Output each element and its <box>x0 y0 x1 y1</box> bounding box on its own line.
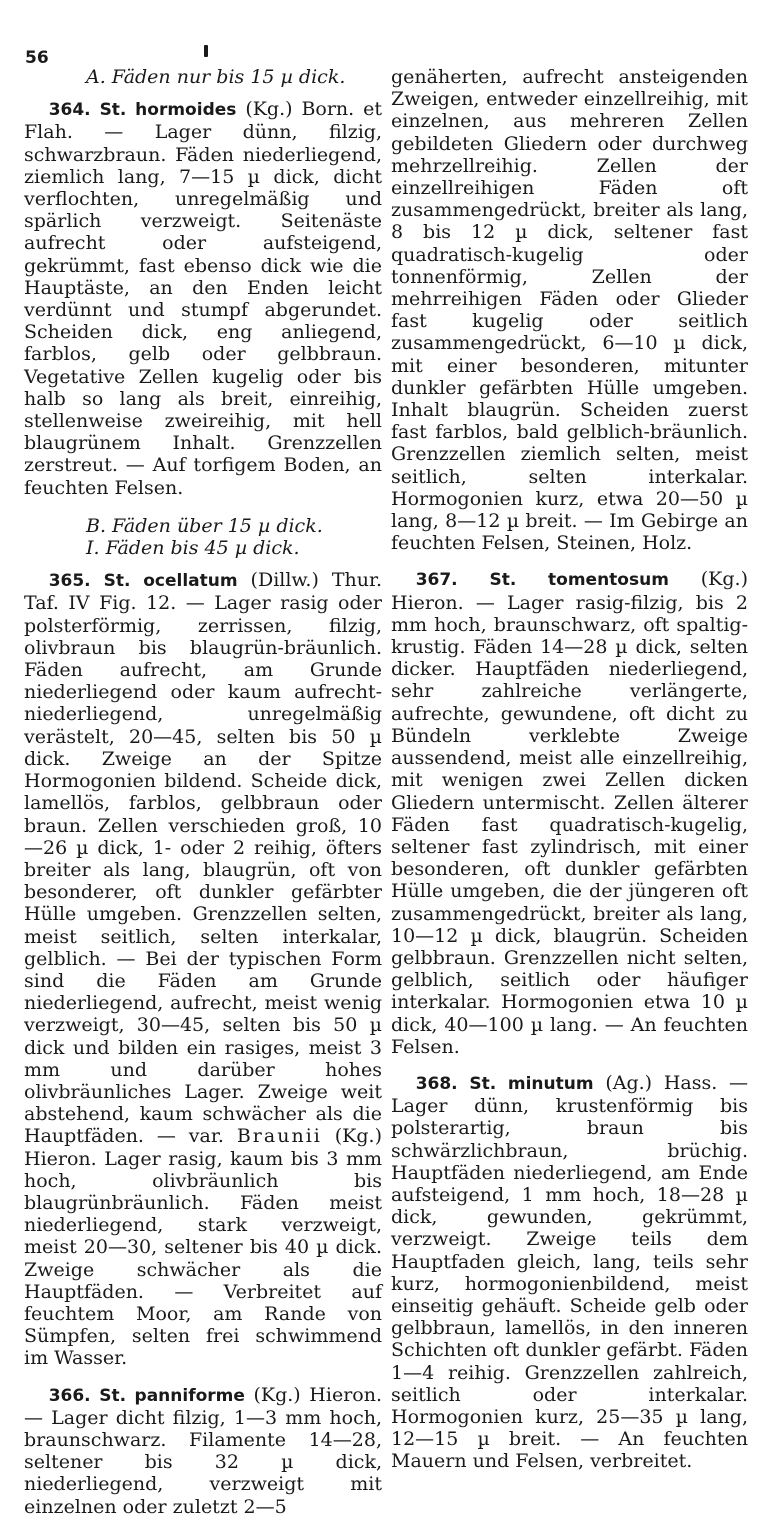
species-name: St. hormoides <box>99 100 237 121</box>
species-name: St. minutum <box>469 1073 594 1094</box>
species-entry-364 <box>24 98 382 499</box>
entry-text: (Kg.) Hieron. — Lager rasig-filzig, bis 2 mm hoch, braunschwarz, oft spaltig-krustig. Fäden 14—28 µ dick, selten dicker. Hauptfäden niederliegend, sehr zahlreiche verlängerte, aufrechte, gewundene, oft dicht zu Bündeln verklebte Zweige aussendend, meist alle einzellreihig, mit wenigen zwei Zellen dicken Gliedern untermischt. Zellen älterer Fäden fast quadratisch-kugelig, seltener fast zylindrisch, mit einer besonderen, oft dunkler gefärbten Hülle umgeben, die der jüngeren oft zusammengedrückt, breiter als lang, 10—12 µ dick, blaugrün. Scheiden gelbbraun. Grenzzellen nicht selten, gelblich, seitlich oder häufiger interkalar. Hormogonien etwa 10 µ dick, 40—100 µ lang. — An feuchten Felsen. <box>391 568 748 1058</box>
key-heading-b1: I. Fäden bis 45 µ dick. <box>86 537 300 560</box>
entry-366-continuation: genäherten, aufrecht ansteigenden Zweigen, entweder einzellreihig, mit einzelnen, aus mehreren Zellen gebildeten Gliedern oder durchweg mehrzellreihig. Zellen der einzellreihigen Fäden oft zusammengedrückt, breiter als lang, 8 bis 12 µ dick, seltener fast quadratisch-kugelig oder tonnenförmig, Zellen der mehrreihigen Fäden oder Glieder fast kugelig oder seitlich zusammengedrückt, 6—10 µ dick, mit einer besonderen, mitunter dunkler gefärbten Hülle umgeben. Inhalt blaugrün. Scheiden zuerst fast farblos, bald gelblich-bräunlich. Grenzzellen ziemlich selten, meist seitlich, selten interkalar. Hormogonien kurz, etwa 20—50 µ lang, 8—12 µ breit. — Im Gebirge an feuchten Felsen, Steinen, Holz. <box>391 66 748 555</box>
entry-text: (Kg.) Hieron. — Lager dicht filzig, 1—3 mm hoch, braunschwarz. Filamente 14—28, seltener bis 32 µ dick, niederliegend, verzweigt mit einzelnen oder zuletzt 2—5 <box>24 1383 382 1518</box>
variety-name: Braunii <box>236 1125 322 1148</box>
species-entry-368 <box>391 1072 748 1473</box>
species-entry-366 <box>24 1384 382 1518</box>
species-entry-367 <box>391 568 748 1057</box>
species-entry-365 <box>24 569 382 1369</box>
ink-mark <box>204 45 208 57</box>
species-name: St. panniforme <box>99 1385 245 1406</box>
entry-number: 368. <box>415 1073 458 1094</box>
entry-text-continued: (Kg.) Hieron. Lager rasig, kaum bis 3 mm hoch, olivbräunlich bis blaugrünbräunlich. Fäden meist niederliegend, stark verzweigt, meist 20—30, seltener bis 40 µ dick. Zweige schwächer als die Hauptfäden. — Verbreitet auf feuchtem Moor, am Rande von Sümpfen, selten frei schwimmend im Wasser. <box>24 1125 382 1370</box>
entry-number: 367. <box>415 570 458 591</box>
entry-text: (Ag.) Hass. — Lager dünn, krustenförmig bis polsterartig, braun bis schwärzlichbraun, brüchig. Hauptfäden niederliegend, am Ende aufsteigend, 1 mm hoch, 18—28 µ dick, gewunden, gekrümmt, verzweigt. Zweige teils dem Hauptfaden gleich, lang, teils sehr kurz, hormogonienbildend, meist einseitig gehäuft. Scheide gelb oder gelbbraun, lamellös, in den inneren Schichten oft dunkler gefärbt. Fäden 1—4 reihig. Grenzzellen zahlreich, seitlich oder interkalar. Hormogonien kurz, 25—35 µ lang, 12—15 µ breit. — An feuchten Mauern und Felsen, verbreitet. <box>391 1071 749 1473</box>
right-column <box>391 66 748 1473</box>
entry-number: 366. <box>48 1385 91 1406</box>
entry-text: (Dillw.) Thur. Taf. IV Fig. 12. — Lager rasig oder polsterförmig, zerrissen, filzig, olivbraun bis blaugrün-bräunlich. Fäden aufrecht, am Grunde niederliegend oder kaum aufrecht-niederliegend, unregelmäßig verästelt, 20—45, selten bis 50 µ dick. Zweige an der Spitze Hormogonien bildend. Scheide dick, lamellös, farblos, gelbbraun oder braun. Zellen verschieden groß, 10—26 µ dick, 1- oder 2 reihig, öfters breiter als lang, blaugrün, oft von besonderer, oft dunkler gefärbter Hülle umgeben. Grenzzellen selten, meist seitlich, selten interkalar, gelblich. — Bei der typischen Form sind die Fäden am Grunde niederliegend, aufrecht, meist wenig verzweigt, 30—45, selten bis 50 µ dick und bilden ein rasiges, meist 3 mm und darüber hohes olivbräunliches Lager. Zweige weit abstehend, kaum schwächer als die Hauptfäden. — var. <box>24 569 383 1148</box>
entry-number: 364. <box>48 100 91 121</box>
key-heading-a: A. Fäden nur bis 15 µ dick. <box>86 66 346 88</box>
key-heading-b: B. Fäden über 15 µ dick. <box>86 514 323 537</box>
species-name: St. ocellatum <box>103 571 238 592</box>
page-number: 56 <box>25 48 49 68</box>
species-name: St. tomentosum <box>489 570 669 591</box>
left-column <box>24 66 382 1518</box>
entry-text: (Kg.) Born. et Flah. — Lager dünn, filzig, schwarzbraun. Fäden niederliegend, ziemlich lang, 7—15 µ dick, dicht verflochten, unregelmäßig und spärlich verzweigt. Seitenäste aufrecht oder aufsteigend, gekrümmt, fast ebenso dick wie die Hauptäste, an den Enden leicht verdünnt und stumpf abgerundet. Scheiden dick, eng anliegend, farblos, gelb oder gelbbraun. Vegetative Zellen kugelig oder bis halb so lang als breit, einreihig, stellenweise zweireihig, mit hell blaugrünem Inhalt. Grenzzellen zerstreut. — Auf torfigem Boden, an feuchten Felsen. <box>24 98 382 499</box>
entry-number: 365. <box>48 571 91 592</box>
